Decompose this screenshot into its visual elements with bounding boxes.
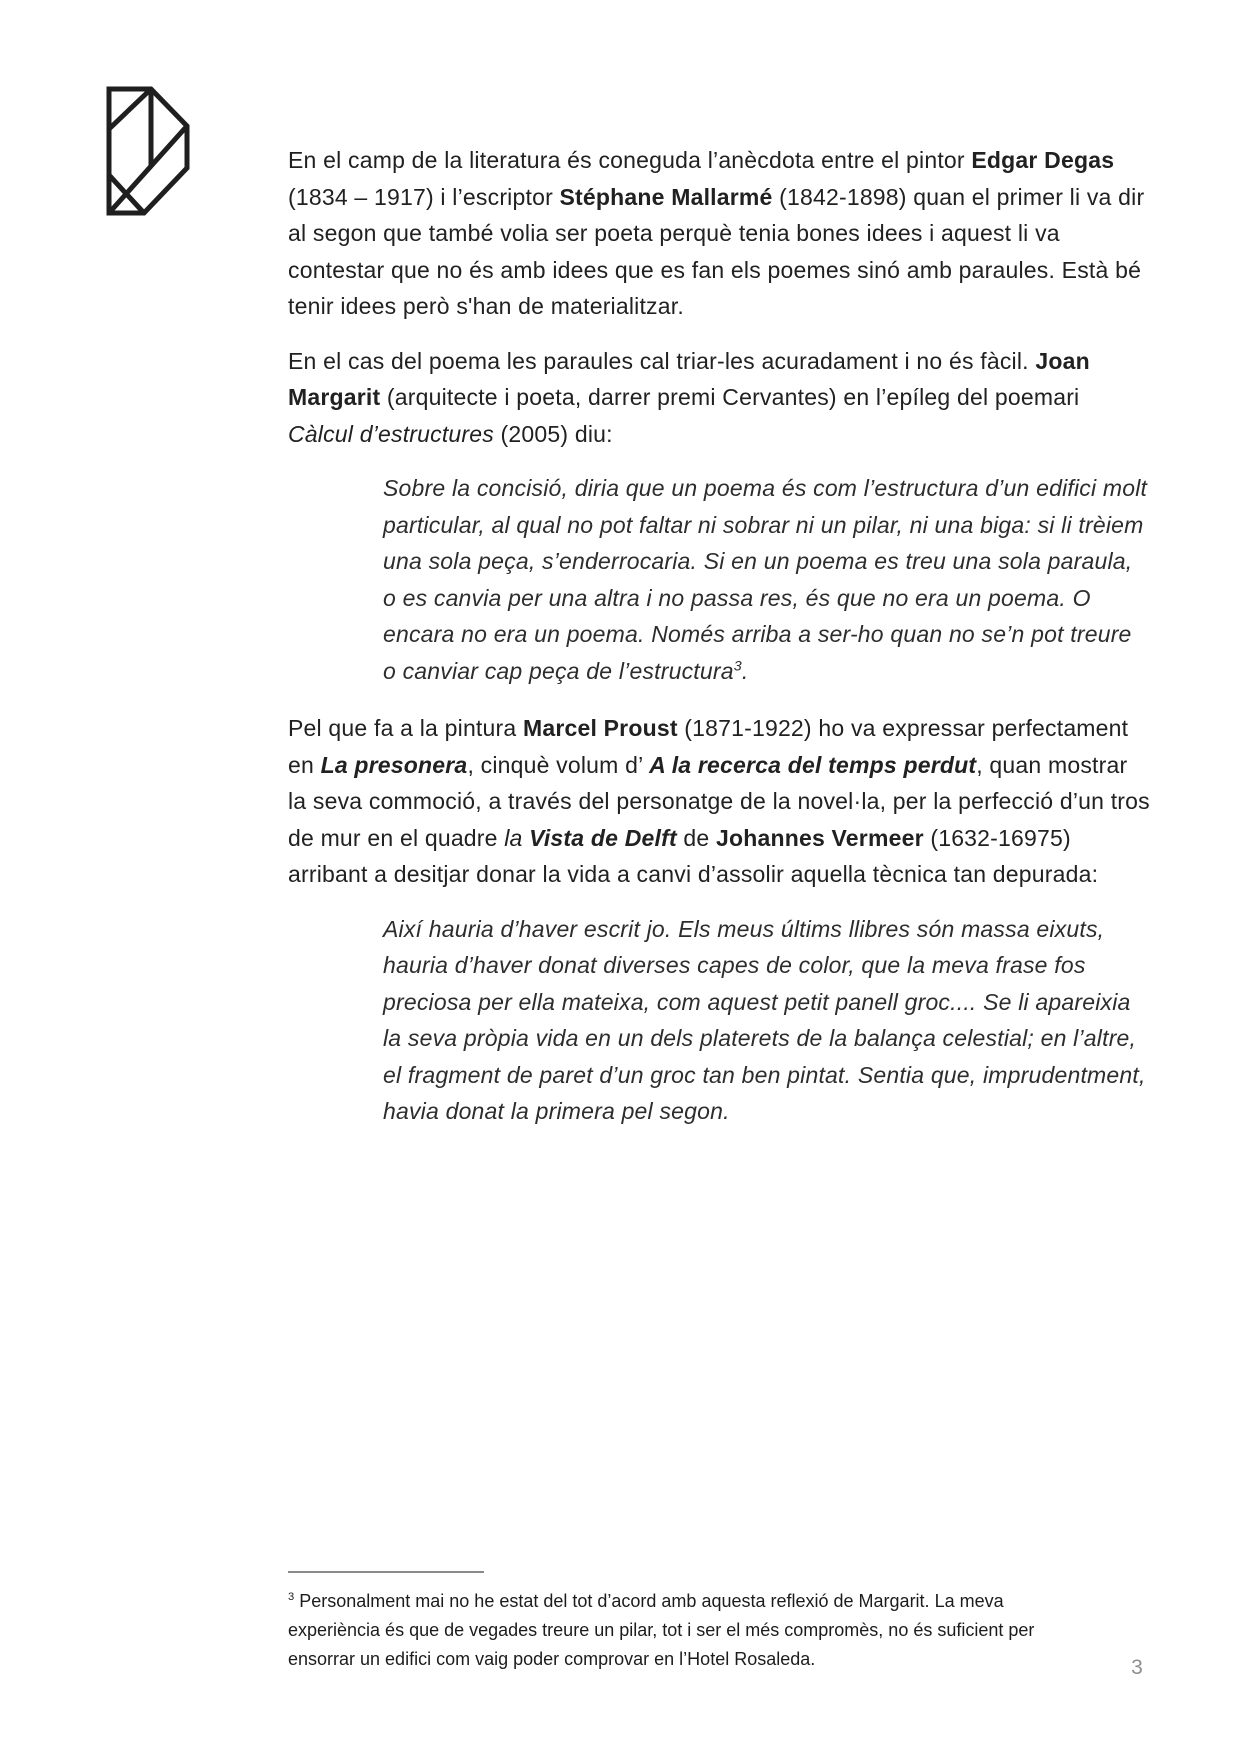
paragraph-degas-mallarme: En el camp de la literatura és coneguda l’anècdota entre el pintor Edgar Degas (1834 – 1917) i l’escriptor Stéphane Mallarmé (1842-1898) quan el primer li va dir al segon que també volia ser poeta perquè tenia bones idees i aquest li va contestar que no és amb idees que es fan els poemes sinó amb paraules. Està bé tenir idees però s'han de materialitzar. [288, 147, 1145, 319]
footnote-area [288, 1571, 1036, 1674]
blockquote-margarit: Sobre la concisió, diria que un poema és com l’estructura d’un edifici molt particular, al qual no pot faltar ni sobrar ni un pilar, ni una biga: si li trèiem una sola peça, s’enderrocaria. Si en un poema es treu una sola paraula, o es canvia per una altra i no passa res, és que no era un poema. O encara no era un poema. Només arriba a ser-ho quan no se’n pot treure o canviar cap peça de l’estructura$^3$. [383, 475, 1148, 684]
footnote-text: $^3$ Personalment mai no he estat del tot d’acord amb aquesta reflexió de Margarit. La meva experiència és que de vegades treure un pilar, tot i ser el més compromès, no és suficient per ensorrar un edifici com vaig poder comprovar en l’Hotel Rosaleda. [288, 1591, 1035, 1669]
page-number: 3 [1131, 1656, 1143, 1679]
paragraph-proust-vermeer: Pel que fa a la pintura Marcel Proust (1871-1922) ho va expressar perfectament en La presonera, cinquè volum d’ A la recerca del temps perdut, quan mostrar la seva commoció, a través del personatge de la novel·la, per la perfecció d’un tros de mur en el quadre la Vista de Delft de Johannes Vermeer (1632-16975) arribant a desitjar donar la vida a canvi d’assolir aquella tècnica tan depurada: [288, 715, 1150, 887]
blockquote-proust: Així hauria d’haver escrit jo. Els meus últims llibres són massa eixuts, hauria d’haver donat diverses capes de color, que la meva frase fos preciosa per ella mateixa, com aquest petit panell groc.... Se li apareixia la seva pròpia vida en un dels platerets de la balança celestial; en l’altre, el fragment de paret d’un groc tan ben pintat. Sentia que, imprudentment, havia donat la primera pel segon. [383, 915, 1146, 1124]
document-body [288, 142, 1150, 1151]
paragraph-margarit-intro: En el cas del poema les paraules cal triar-les acuradament i no és fàcil. Joan Margarit (arquitecte i poeta, darrer premi Cervantes) en l’epíleg del poemari Càlcul d’estructures (2005) diu: [288, 347, 1090, 447]
footnote-separator [288, 1571, 484, 1573]
logo-icon [106, 86, 190, 216]
